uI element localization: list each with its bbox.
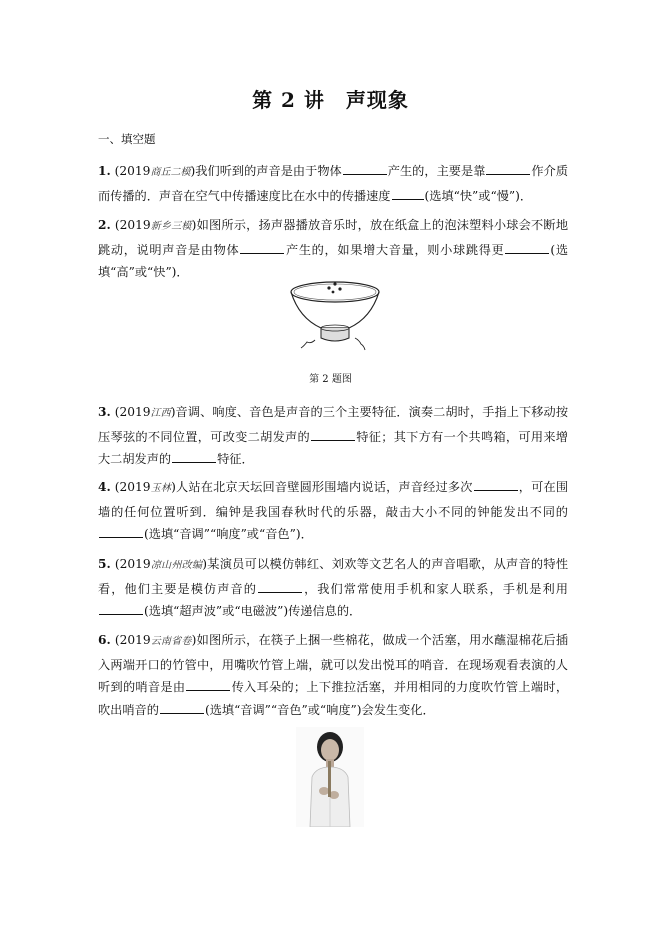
question-source: 江西	[150, 408, 171, 419]
question-6	[98, 629, 568, 721]
question-text: ，我们常常使用手机和家人联系，手机是利用	[303, 581, 568, 596]
question-text: 特征．	[217, 452, 254, 466]
question-source: 玉林	[150, 483, 172, 494]
question-text: ，可在围墙的任何位置听到．编钟是我国春秋时代的乐器，敲击大小不同的钟能发出不同的	[98, 480, 569, 519]
answer-blank[interactable]	[258, 580, 302, 593]
question-text: 产生的，如果增大音量，则小球跳得更	[285, 242, 505, 257]
answer-blank[interactable]	[99, 602, 143, 615]
question-text: )人站在北京天坛回音壁圆形围墙内说话，声音经过多次	[171, 480, 473, 494]
question-4	[98, 476, 568, 546]
question-text: 产生的，主要是靠	[387, 164, 486, 178]
question-source: 商丘二模	[150, 167, 191, 178]
question-number: 6.	[98, 633, 111, 647]
question-text: (选填“音调”“音色”或“响度”)会发生变化．	[204, 702, 435, 717]
question-year: (2019	[114, 557, 151, 571]
answer-blank[interactable]	[240, 241, 284, 254]
question-source: 凉山州改编	[150, 560, 203, 571]
question-2	[98, 214, 568, 284]
answer-blank[interactable]	[160, 701, 204, 714]
question-number: 2.	[98, 218, 111, 232]
question-year: (2019	[114, 633, 151, 647]
question-text: )如图所示，扬声器播放音乐时，放在纸盒上的泡沫塑料小球会不断地跳动，说明声音是由物体	[98, 218, 569, 257]
question-text: (选填“超声波”或“电磁波”)传递信息的．	[144, 604, 362, 618]
question-text: (选填“高”或“快”)．	[98, 242, 569, 279]
performer-photo	[296, 727, 364, 827]
question-source: 新乡三模	[150, 221, 192, 232]
answer-blank[interactable]	[172, 450, 216, 463]
answer-blank[interactable]	[505, 241, 549, 254]
answer-blank[interactable]	[186, 678, 230, 691]
question-text: )音调、响度、音色是声音的三个主要特征．演奏二胡时，手指上下移动按压琴弦的不同位置，可改变二胡发声的	[98, 405, 569, 444]
question-number: 1.	[98, 164, 111, 178]
question-year: (2019	[114, 480, 151, 494]
question-3	[98, 401, 568, 471]
question-year: (2019	[114, 164, 151, 178]
question-number: 3.	[98, 405, 111, 419]
question-year: (2019	[114, 218, 151, 232]
answer-blank[interactable]	[311, 428, 355, 441]
question-text: (选填“音调”“响度”或“音色”)．	[144, 527, 313, 541]
question-5	[98, 553, 568, 623]
question-number: 5.	[98, 557, 111, 571]
question-text: 特征；其下方有一个共鸣箱，可用来增大二胡发声的	[98, 429, 568, 466]
page-title: 第 2 讲 声现象	[252, 88, 409, 112]
question-text: )某演员可以模仿韩红、刘欢等文艺名人的声音唱歌，从声音的特性看，他们主要是模仿声音的	[98, 557, 569, 596]
answer-blank[interactable]	[99, 525, 143, 538]
answer-blank[interactable]	[392, 187, 424, 200]
question-text: (选填“快”或“慢”)．	[424, 188, 533, 203]
question-text: )我们听到的声音是由于物体	[190, 164, 342, 178]
question-text: )如图所示，在筷子上捆一些棉花，做成一个活塞，用水蘸湿棉花后插入两端开口的竹管中，用嘴吹竹管上端，就可以发出悦耳的哨音．在现场观看表演的人听到的哨音是由	[98, 633, 569, 694]
answer-blank[interactable]	[474, 478, 518, 491]
question-year: (2019	[114, 405, 151, 419]
section-heading: 一、填空题	[98, 132, 156, 146]
answer-blank[interactable]	[486, 162, 530, 175]
figure-caption: 第 2 题图	[309, 374, 352, 385]
question-source: 云南省卷	[150, 636, 192, 647]
question-1	[98, 160, 568, 207]
question-text: 作介质而传播的．声音在空气中传播速度比在水中的传播速度	[98, 164, 569, 203]
question-number: 4.	[98, 480, 111, 494]
speaker-bowl-figure	[285, 278, 385, 356]
question-text: 传入耳朵的；上下推拉活塞，并用相同的力度吹竹管上端时，吹出哨音的	[98, 680, 569, 717]
answer-blank[interactable]	[343, 162, 387, 175]
